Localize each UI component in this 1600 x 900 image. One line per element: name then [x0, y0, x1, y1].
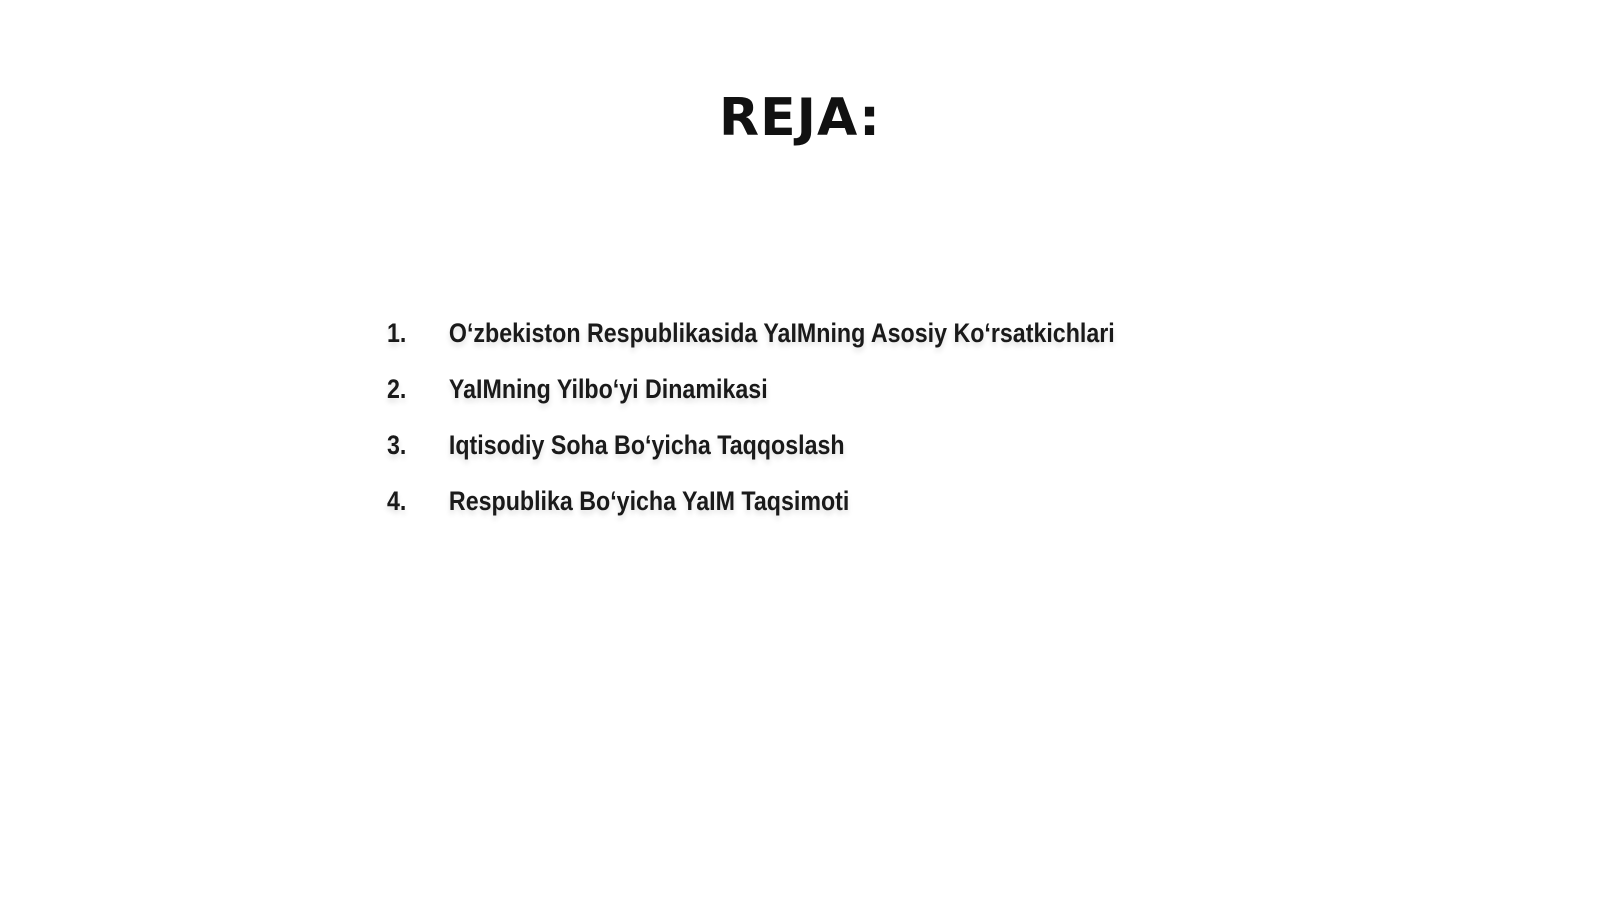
slide-title: REJA: [719, 88, 881, 148]
plan-item-number: 2. [387, 374, 407, 404]
plan-item-2 [387, 374, 1115, 430]
plan-item-number: 4. [387, 486, 407, 516]
plan-list [387, 318, 1233, 542]
plan-item-text: YaIMning Yilbo‘yi Dinamikasi [448, 374, 768, 404]
plan-item-number: 3. [387, 430, 407, 460]
plan-item-text: O‘zbekiston Respublikasida YaIMning Asosiy Ko‘rsatkichlari [448, 318, 1115, 348]
plan-item-text: Respublika Bo‘yicha YaIM Taqsimoti [448, 486, 850, 516]
plan-item-3 [387, 430, 1115, 486]
plan-item-1 [387, 318, 1115, 374]
plan-item-4 [387, 486, 1115, 542]
plan-item-text: Iqtisodiy Soha Bo‘yicha Taqqoslash [448, 430, 845, 460]
plan-item-number: 1. [387, 318, 407, 348]
